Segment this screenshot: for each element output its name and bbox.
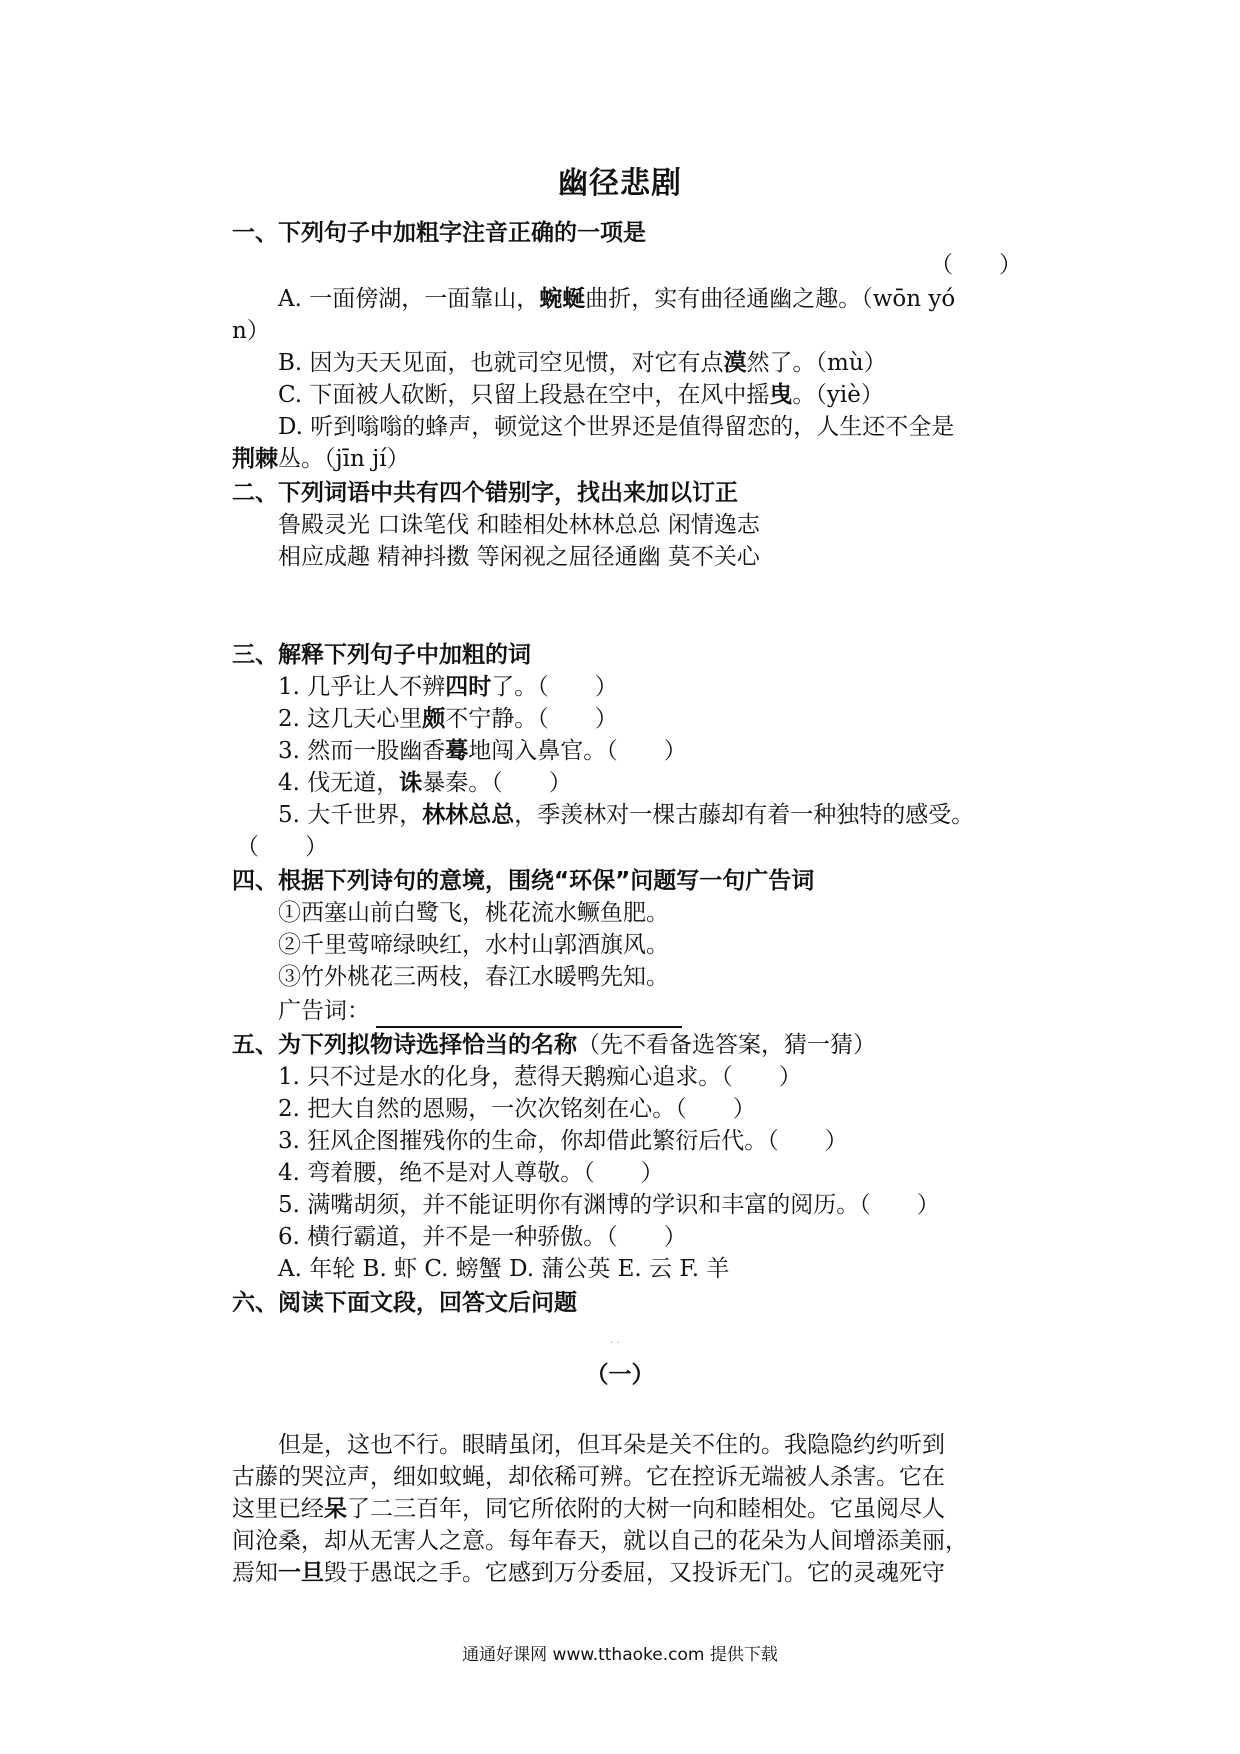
decorative-dots: · · <box>610 1338 620 1349</box>
section-6-heading: 六、阅读下面文段，回答文后问题 <box>232 1290 577 1316</box>
footer-credit: 通通好课网 www.tthaoke.com 提供下载 <box>462 1645 778 1665</box>
section-1-heading: 一、下列句子中加粗字注音正确的一项是 <box>232 220 646 246</box>
poem-line-2: ②千里莺啼绿映红，水村山郭酒旗风。 <box>278 932 669 958</box>
section-4-heading: 四、根据下列诗句的意境，围绕“环保”问题写一句广告词 <box>232 868 815 894</box>
poem-line-3: ③竹外桃花三两枝，春江水暖鸭先知。 <box>278 964 669 990</box>
option-a: A. 一面傍湖，一面靠山，蜿蜒曲折，实有曲径通幽之趣。（wōn yó <box>278 286 956 312</box>
s5-item-1: 1. 只不过是水的化身，惹得天鹅痴心追求。（ ） <box>278 1064 802 1090</box>
s3-item-1: 1. 几乎让人不辨四时了。（ ） <box>278 674 618 700</box>
section-2-heading: 二、下列词语中共有四个错别字，找出来加以订正 <box>232 480 738 506</box>
passage-line-1: 但是，这也不行。眼睛虽闭，但耳朵是关不住的。我隐隐约约听到 <box>278 1432 945 1458</box>
ad-slogan-blank[interactable] <box>376 1026 682 1028</box>
word-row-1: 鲁殿灵光 口诛笔伐 和睦相处林林总总 闲情逸志 <box>278 512 760 538</box>
page-title: 幽径悲剧 <box>558 166 682 201</box>
s3-item-5: 5. 大千世界，林林总总，季羡林对一棵古藤却有着一种独特的感受。 <box>278 802 975 828</box>
option-c: C. 下面被人砍断，只留上段悬在空中，在风中摇曳。（yiè） <box>278 382 884 408</box>
s5-item-4: 4. 弯着腰，绝不是对人尊敬。（ ） <box>278 1160 664 1186</box>
passage-line-5: 焉知一旦毁于愚氓之手。它感到万分委屈，又投诉无门。它的灵魂死守 <box>232 1560 945 1586</box>
word-row-2: 相应成趣 精神抖擞 等闲视之屈径通幽 莫不关心 <box>278 544 760 570</box>
option-d-wrap: 荆棘丛。（jīn jí） <box>232 446 410 472</box>
ad-slogan-label: 广告词： <box>278 998 370 1024</box>
s5-item-2: 2. 把大自然的恩赐，一次次铭刻在心。（ ） <box>278 1096 756 1122</box>
option-d: D. 听到嗡嗡的蜂声，顿觉这个世界还是值得留恋的，人生还不全是 <box>278 414 955 440</box>
s3-item-5-wrap: （ ） <box>236 834 328 860</box>
s3-item-3: 3. 然而一股幽香蓦地闯入鼻官。（ ） <box>278 738 687 764</box>
section-3-heading: 三、解释下列句子中加粗的词 <box>232 642 531 668</box>
s3-item-4: 4. 伐无道，诛暴秦。（ ） <box>278 770 572 796</box>
s5-item-5: 5. 满嘴胡须，并不能证明你有渊博的学识和丰富的阅历。（ ） <box>278 1192 940 1218</box>
poem-line-1: ①西塞山前白鹭飞，桃花流水鳜鱼肥。 <box>278 900 669 926</box>
s5-options: A. 年轮 B. 虾 C. 螃蟹 D. 蒲公英 E. 云 F. 羊 <box>278 1256 730 1282</box>
s3-item-2: 2. 这几天心里颇不宁静。（ ） <box>278 706 618 732</box>
passage-line-3: 这里已经呆了二三百年，同它所依附的大树一向和睦相处。它虽阅尽人 <box>232 1496 945 1522</box>
s5-item-3: 3. 狂风企图摧残你的生命，你却借此繁衍后代。（ ） <box>278 1128 848 1154</box>
option-b: B. 因为天天见面，也就司空见惯，对它有点漠然了。（mù） <box>278 350 887 376</box>
passage-line-2: 古藤的哭泣声，细如蚊蝇，却依稀可辨。它在控诉无端被人杀害。它在 <box>232 1464 945 1490</box>
option-a-wrap: n） <box>232 318 270 344</box>
s5-item-6: 6. 横行霸道，并不是一种骄傲。（ ） <box>278 1224 687 1250</box>
passage-line-4: 间沧桑，却从无害人之意。每年春天，就以自己的花朵为人间增添美丽， <box>232 1528 968 1554</box>
passage-subtitle: （一） <box>585 1362 655 1388</box>
section-5-heading: 五、为下列拟物诗选择恰当的名称（先不看备选答案，猜一猜） <box>232 1032 876 1058</box>
answer-paren: （ ） <box>930 252 1022 278</box>
